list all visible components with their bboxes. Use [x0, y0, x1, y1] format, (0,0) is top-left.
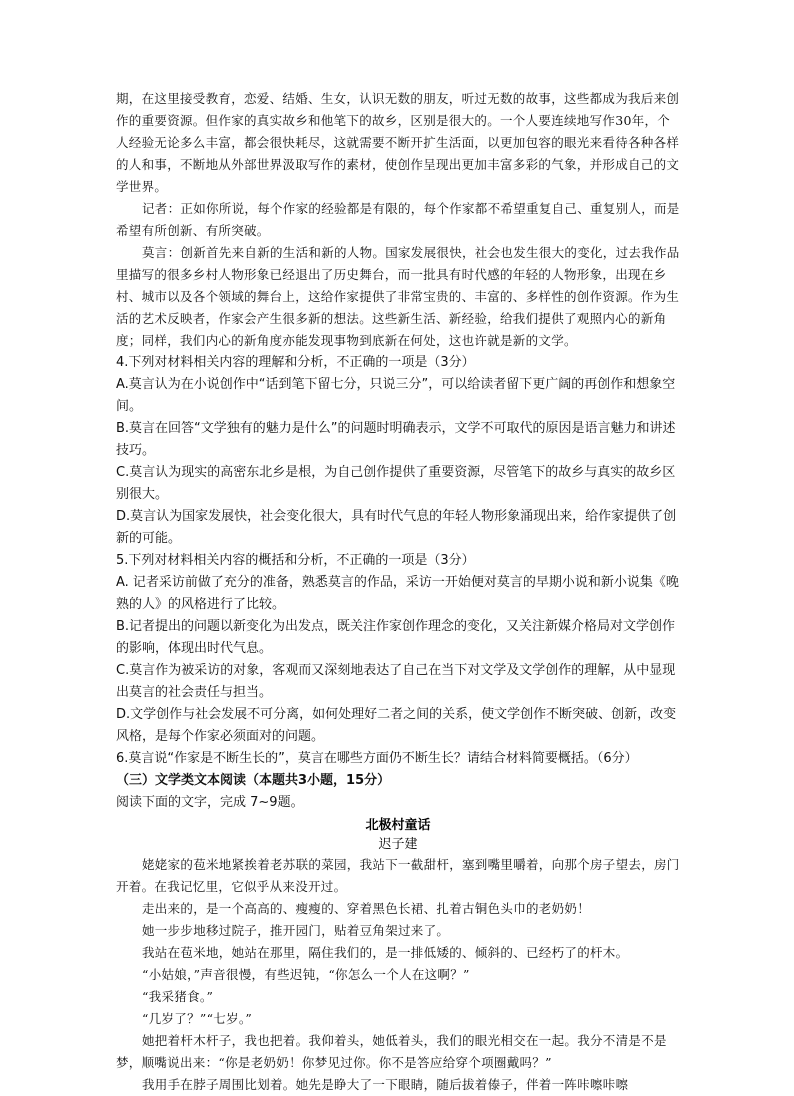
question-4-option-c: C.莫言认为现实的高密东北乡是根，为自己创作提供了重要资源，尽管笔下的故乡与真实的故乡区别很大。	[116, 465, 676, 502]
page-content	[116, 88, 680, 1096]
story-paragraph: “我采猪食。”	[142, 989, 214, 1004]
question-5-stem: 5.下列对材料相关内容的概括和分析，不正确的一项是（3分）	[116, 553, 475, 568]
question-5-option-a: A. 记者采访前做了充分的准备，熟悉莫言的作品，采访一开始便对莫言的早期小说和新小说集《晚熟的人》的风格进行了比较。	[116, 575, 679, 612]
interview-paragraph-1: 期，在这里接受教育，恋爱、结婚、生女，认识无数的朋友，听过无数的故事，这些都成为我后来创作的重要资源。但作家的真实故乡和他笔下的故乡，区别是很大的。一个人要连续地写作30年，个人经验无论多么丰富，都会很快耗尽，这就需要不断开扩生活面，以更加包容的眼光来看待各种各样的人和事，不断地从外部世界汲取写作的素材，使创作呈现出更加丰富多彩的气象，并形成自己的文学世界。	[116, 91, 680, 194]
story-paragraph: 走出来的，是一个高高的、瘦瘦的、穿着黑色长裙、扎着古铜色头巾的老奶奶！	[142, 901, 591, 916]
story-paragraph: “小姑娘，”声音很慢，有些迟钝，“你怎么一个人在这啊？”	[142, 967, 470, 982]
story-title: 北极村童话	[365, 818, 431, 833]
story-paragraph: “几岁了？”“七岁。”	[142, 1011, 253, 1026]
story-paragraph: 我用手在脖子周围比划着。她先是睁大了一下眼睛，随后拔着傣子，伴着一阵咔嚓咔嚓	[142, 1077, 629, 1092]
story-paragraph: 她一步步地移过院子，推开园门，贴着豆角架过来了。	[142, 923, 450, 938]
questions-block	[116, 352, 680, 814]
question-4-option-a: A.莫言认为在小说创作中“话到笔下留七分，只说三分”，可以给读者留下更广阔的再创作和想象空间。	[116, 377, 676, 414]
story-author: 迟子建	[378, 837, 418, 852]
question-5-option-d: D.文学创作与社会发展不可分离，如何处理好二者之间的关系，使文学创作不断突破、创新，改变风格，是每个作家必须面对的问题。	[116, 707, 677, 744]
question-5-option-c: C.莫言作为被采访的对象，客观而又深刻地表达了自己在当下对文学及文学创作的理解，从中显现出莫言的社会责任与担当。	[116, 663, 676, 700]
question-4-option-b: B.莫言在回答“文学独有的魅力是什么”的问题时明确表示，文学不可取代的原因是语言魅力和讲述技巧。	[116, 421, 676, 458]
reporter-remark: 记者：正如你所说，每个作家的经验都是有限的，每个作家都不希望重复自己、重复别人，而是希望有所创新、有所突破。	[116, 201, 680, 238]
question-4-option-d: D.莫言认为国家发展快，社会变化很大，具有时代气息的年轻人物形象涌现出来，给作家提供了创新的可能。	[116, 509, 677, 546]
story-paragraph: 姥姥家的苞米地紧挨着老苏联的菜园，我站下一截甜杆，塞到嘴里嚼着，向那个房子望去，房门开着。在我记忆里，它似乎从来没开过。	[116, 857, 680, 894]
section-instruction: 阅读下面的文字，完成 7~9题。	[116, 795, 304, 810]
section-heading: （三）文学类文本阅读（本题共3小题，15分）	[116, 773, 391, 788]
story-paragraph: 我站在苞米地，她站在那里，隔住我们的，是一排低矮的、倾斜的、已经朽了的杆木。	[142, 945, 629, 960]
question-6: 6.莫言说“作家是不断生长的”，莫言在哪些方面仍不断生长？请结合材料简要概括。（6分）	[116, 751, 638, 766]
question-5-option-b: B.记者提出的问题以新变化为出发点，既关注作家创作理念的变化，又关注新媒介格局对文学创作的影响，体现出时代气息。	[116, 619, 676, 656]
story-paragraph: 她把着杆木杆子，我也把着。我仰着头，她低着头，我们的眼光相交在一起。我分不清是不是梦，顺嘴说出来：“你是老奶奶！你梦见过你。你不是答应给穿个项圈戴吗？”	[116, 1033, 667, 1070]
interview-excerpt	[116, 88, 680, 352]
moyan-answer: 莫言：创新首先来自新的生活和新的人物。国家发展很快，社会也发生很大的变化，过去我作品里描写的很多乡村人物形象已经退出了历史舞台，而一批具有时代感的年轻的人物形象，出现在乡村、城市以及各个领域的舞台上，这给作家提供了非常宝贵的、丰富的、多样性的创作资源。作为生活的艺术反映者，作家会产生很多新的想法。这些新生活、新经验，给我们提供了观照内心的新角度；同样，我们内心的新角度亦能发现事物到底新在何处，这也许就是新的文学。	[116, 245, 680, 348]
question-4-stem: 4.下列对材料相关内容的理解和分析，不正确的一项是（3分）	[116, 355, 475, 370]
story-text	[116, 854, 680, 1096]
